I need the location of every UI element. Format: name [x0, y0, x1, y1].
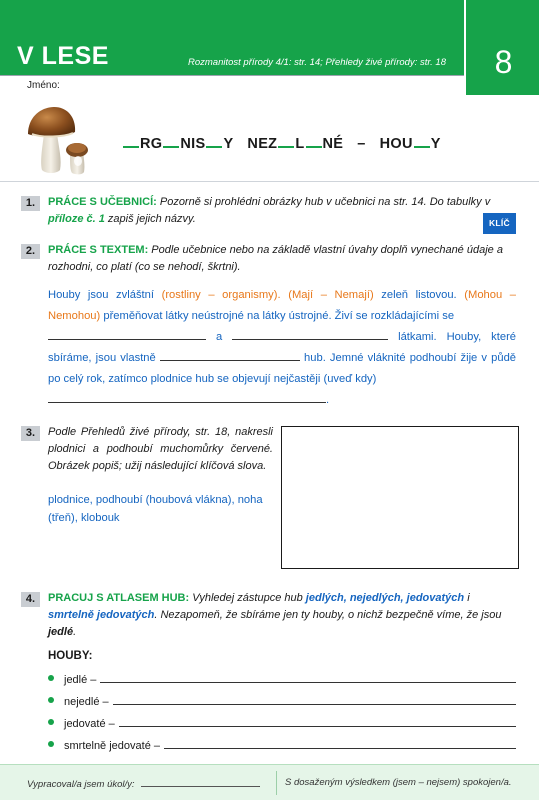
task4-heading: PRACUJ S ATLASEM HUB: — [48, 592, 190, 604]
answer-blank[interactable] — [48, 391, 326, 403]
task2-heading: PRÁCE S TEXTEM: — [48, 244, 149, 256]
worksheet-number-box — [464, 0, 539, 97]
task-number: 4. — [21, 592, 40, 607]
task-number: 3. — [21, 426, 40, 441]
drawing-area[interactable] — [281, 426, 519, 569]
list-item: smrtelně jedovaté – — [48, 736, 516, 752]
bullet-icon — [48, 741, 54, 747]
answer-line[interactable] — [100, 682, 516, 683]
choice-option[interactable]: (Mohou – Nemohou) — [48, 289, 517, 322]
choice-option[interactable]: (rostliny – organismy). — [161, 289, 281, 301]
references: Rozmanitost přírody 4/1: str. 14; Přehledy živé přírody: str. 18 — [187, 57, 446, 68]
footer-divider — [276, 771, 277, 795]
bullet-icon — [48, 675, 54, 681]
puzzle-dash: – — [357, 136, 366, 152]
puzzle-blank[interactable] — [414, 134, 430, 148]
section-divider — [0, 181, 539, 182]
puzzle-part: Y — [430, 136, 441, 152]
bullet-icon — [48, 719, 54, 725]
choice-option[interactable]: (Mají – Nemají) — [288, 289, 374, 301]
task4-text: PRACUJ S ATLASEM HUB: Vyhledej zástupce hub jedlých, nejedlých, jedovatých i smrtelně jedovatých. Nezapomeň, že sbíráme jen ty houby, o nichž bezpečně víme, že jsou jedlé. — [48, 592, 502, 638]
puzzle-part: RG — [140, 136, 163, 152]
worksheet-number: 8 — [494, 44, 513, 80]
answer-blank[interactable] — [48, 328, 206, 340]
page-title: V LESE — [17, 42, 109, 70]
mushroom-illustration — [26, 104, 96, 176]
puzzle-blank[interactable] — [163, 134, 179, 148]
task1-text: PRÁCE S UČEBNICÍ: Pozorně si prohlédni obrázky hub v učebnici na str. 14. Do tabulky v příloze č. 1 zapiš jejich názvy. KLÍČ — [48, 194, 516, 228]
list-item: jedovaté – — [48, 714, 516, 730]
bullet-icon — [48, 697, 54, 703]
answer-line[interactable] — [113, 704, 516, 705]
fill-in-paragraph: Houby jsou zvláštní (rostliny – organismy). (Mají – Nemají) zeleň listovou. (Mohou – Nemohou) přeměňovat látky neústrojné na látky ústrojné. Živí se rozkládajícími se a látkami. Houby, které sbíráme, jsou vlastně hub. Jemné vláknité podhoubí žije v půdě po celý rok, zatímco plodnice hub se objevují nejčastěji (uveď kdy) . — [48, 289, 517, 406]
mushrooms-list-title: HOUBY: — [48, 650, 93, 662]
word-puzzle — [122, 134, 441, 152]
footer-satisfaction[interactable]: S dosaženým výsledkem (jsem – nejsem) spokojen/a. — [285, 777, 512, 788]
puzzle-part: L — [295, 136, 305, 152]
puzzle-blank[interactable] — [278, 134, 294, 148]
task3-keywords: plodnice, podhoubí (houbová vlákna), noha (třeň), klobouk — [48, 494, 263, 524]
completion-date-blank[interactable] — [141, 777, 259, 787]
task-number: 2. — [21, 244, 40, 259]
answer-line[interactable] — [119, 726, 516, 727]
puzzle-blank[interactable] — [306, 134, 322, 148]
footer — [0, 764, 539, 800]
key-badge[interactable]: KLÍČ — [483, 213, 516, 234]
answer-blank[interactable] — [160, 349, 300, 361]
task-number: 1. — [21, 196, 40, 211]
puzzle-part: NEZ — [247, 136, 278, 152]
header-divider — [0, 75, 464, 76]
list-item: nejedlé – — [48, 692, 516, 708]
puzzle-part: NIS — [180, 136, 206, 152]
puzzle-part: HOU — [379, 136, 413, 152]
name-field-label: Jméno: — [27, 80, 60, 91]
puzzle-part: Y — [223, 136, 234, 152]
task2-text: PRÁCE S TEXTEM: Podle učebnice nebo na základě vlastní úvahy doplň vynechané údaje a rozhodni, co platí (co se nehodí, škrtni). — [48, 244, 503, 273]
puzzle-blank[interactable] — [123, 134, 139, 148]
puzzle-blank[interactable] — [206, 134, 222, 148]
answer-line[interactable] — [164, 748, 516, 749]
puzzle-part: NÉ — [322, 136, 344, 152]
header-banner — [0, 0, 464, 75]
footer-completion: Vypracoval/a jsem úkol/y: . — [27, 779, 262, 790]
task1-heading: PRÁCE S UČEBNICÍ: — [48, 196, 157, 208]
task3-text: Podle Přehledů živé přírody, str. 18, nakresli plodnici a podhoubí muchomůrky červené. Obrázek popiš; užij následující klíčová slova. — [48, 426, 273, 472]
list-item: jedlé – — [48, 670, 516, 686]
answer-blank[interactable] — [232, 328, 388, 340]
appendix-reference: příloze č. 1 — [48, 213, 105, 225]
